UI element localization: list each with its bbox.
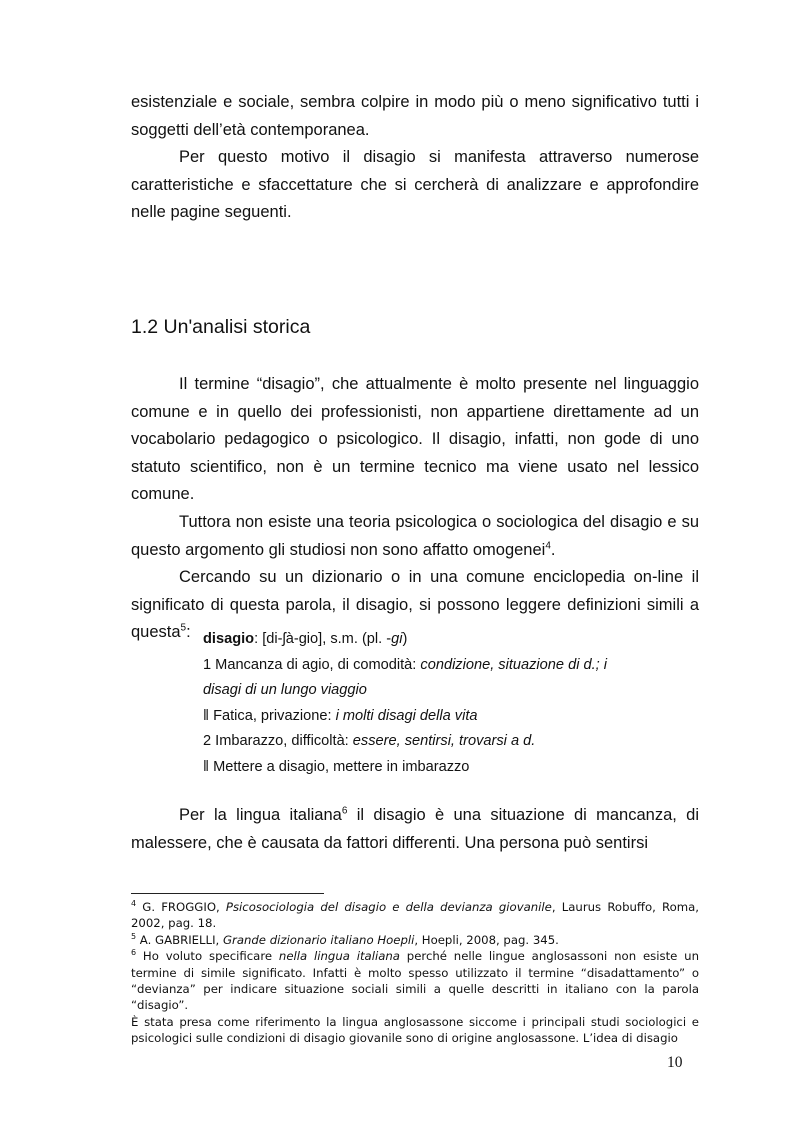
dictionary-definition-1-example: disagi di un lungo viaggio [203, 682, 367, 699]
paragraph-dictionary-intro: Cercando su un dizionario o in una comune enciclopedia on-line il significato di questa parola, il disagio, si possono leggere definizioni simili a questa$^5$: [131, 568, 699, 642]
paragraph-term-definition: Il termine “disagio”, che attualmente è molto presente nel linguaggio comune e in quello dei professionisti, non appartiene direttamente ad un vocabolario pedagogico o psicologico. Il disagio, infatti, non gode di uno statuto scientifico, non è un termine tecnico ma viene usato nel lessico comune. [131, 375, 699, 504]
dictionary-headword: disagio [203, 631, 255, 647]
footnote-6: $^6$ Ho voluto specificare nella lingua italiana perché nelle lingue anglosassoni non esiste un termine di simile significato. Infatti è molto spesso utilizzato il termine “disadattamento” o “devianza” per indicare situazione sociali simili a quelle descritti in italiano con la parola “disagio”. [131, 948, 699, 1013]
dictionary-definition-4: ǁ Mettere a disagio, mettere in imbarazzo [203, 758, 470, 775]
paragraph-theory: Tuttora non esiste una teoria psicologica o sociologica del disagio e su questo argomento gli studiosi non sono affatto omogenei$^4$. [131, 512, 699, 559]
paragraph-continuation-end: soggetti dell’età contemporanea. [131, 120, 370, 139]
text-block-section [131, 371, 699, 647]
paragraph-italian-meaning: Per la lingua italiana$^6$ il disagio è una situazione di mancanza, di malessere, che è causata da fattori differenti. Una persona può sentirsi [131, 805, 699, 852]
footnote-separator [131, 893, 324, 894]
dictionary-entry [203, 627, 673, 781]
footnotes [131, 899, 699, 1047]
footnote-6-continuation: È stata presa come riferimento la lingua anglosassone siccome i principali studi sociologici e psicologici sulle condizioni di disagio giovanile sono di origine anglosassone. L’idea di disagio [131, 1014, 699, 1046]
footnote-ref-4[interactable]: 4 [545, 540, 551, 552]
footnote-4: $^4$ G. FROGGIO, Psicosociologia del disagio e della devianza giovanile, Laurus Robuffo, Roma, 2002, pag. 18. [131, 899, 699, 931]
footnote-ref-5[interactable]: 5 [180, 622, 187, 634]
text-block-intro [131, 89, 699, 227]
dictionary-definition-1: 1 Mancanza di agio, di comodità: condizione, situazione di d.; i [203, 656, 608, 673]
paragraph-continuation: esistenziale e sociale, sembra colpire in modo più o meno significativo tutti i [131, 93, 699, 111]
dictionary-definition-2: ǁ Fatica, privazione: i molti disagi della vita [203, 707, 478, 724]
paragraph-motivation: Per questo motivo il disagio si manifesta attraverso numerose caratteristiche e sfaccettature che si cercherà di analizzare e approfondire nelle pagine seguenti. [131, 148, 699, 222]
footnote-5: $^5$ A. GABRIELLI, Grande dizionario italiano Hoepli, Hoepli, 2008, pag. 345. [131, 931, 559, 947]
text-block-italian-meaning [131, 802, 699, 857]
footnote-ref-6[interactable]: 6 [341, 805, 348, 817]
section-heading: 1.2 Un'analisi storica [131, 316, 311, 338]
page-number: 10 [667, 1054, 683, 1071]
dictionary-headword-line: disagio: [di-ʃà-gio], s.m. (pl. -gi) [203, 631, 408, 647]
dictionary-definition-3: 2 Imbarazzo, difficoltà: essere, sentirsi, trovarsi a d. [203, 733, 536, 750]
